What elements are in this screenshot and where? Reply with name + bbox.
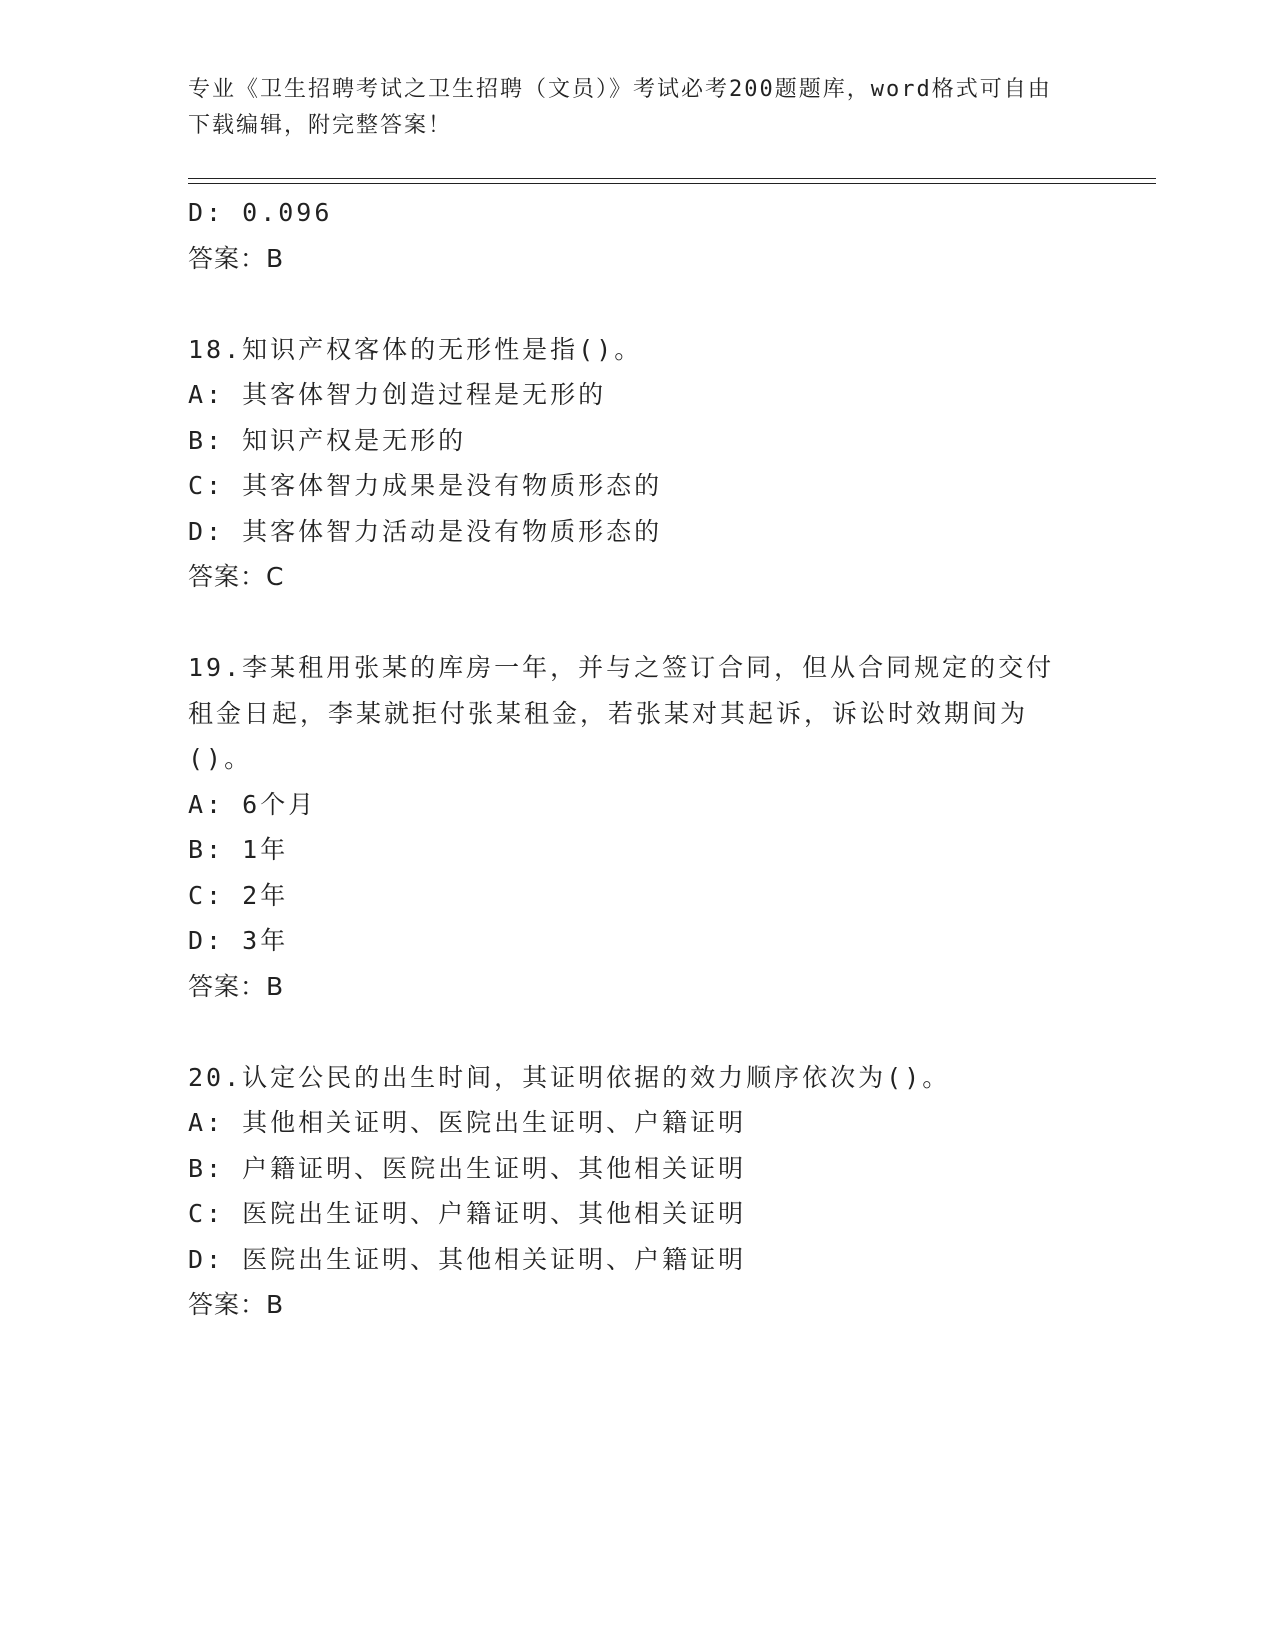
question-19 — [188, 645, 1088, 1009]
option-a: A: 其客体智力创造过程是无形的 — [188, 380, 607, 409]
question-stem: 20.认定公民的出生时间，其证明依据的效力顺序依次为()。 — [188, 1062, 951, 1092]
option-c: C: 其客体智力成果是没有物质形态的 — [188, 471, 663, 500]
question-20 — [188, 1055, 1088, 1328]
header-rule-bottom — [188, 183, 1156, 184]
answer-line: 答案：B — [188, 971, 285, 1001]
option-d: D: 0.096 — [188, 198, 333, 227]
option-d: D: 其客体智力活动是没有物质形态的 — [188, 516, 663, 546]
option-a: A: 6个月 — [188, 789, 317, 819]
answer-line: 答案：B — [188, 1290, 285, 1319]
question-18 — [188, 327, 1088, 600]
option-a: A: 其他相关证明、医院出生证明、户籍证明 — [188, 1108, 747, 1137]
answer-line: 答案：B — [188, 243, 285, 273]
previous-question-tail — [188, 190, 1088, 281]
question-stem: 18.知识产权客体的无形性是指()。 — [188, 334, 643, 364]
question-content — [188, 190, 1088, 1328]
option-b: B: 1年 — [188, 835, 289, 864]
option-c: C: 2年 — [188, 880, 289, 910]
option-c: C: 医院出生证明、户籍证明、其他相关证明 — [188, 1199, 747, 1228]
option-b: B: 知识产权是无形的 — [188, 425, 467, 455]
option-d: D: 医院出生证明、其他相关证明、户籍证明 — [188, 1244, 747, 1274]
option-d: D: 3年 — [188, 926, 289, 955]
header-rule-top — [188, 178, 1156, 179]
question-stem: 19.李某租用张某的库房一年，并与之签订合同，但从合同规定的交付租金日起，李某就拒付张某租金，若张某对其起诉，诉讼时效期间为()。 — [188, 653, 1055, 773]
option-b: B: 户籍证明、医院出生证明、其他相关证明 — [188, 1153, 747, 1183]
document-header: 专业《卫生招聘考试之卫生招聘（文员）》考试必考200题题库，word格式可自由下载编辑，附完整答案！ — [188, 77, 1052, 138]
answer-line: 答案：C — [188, 562, 285, 591]
